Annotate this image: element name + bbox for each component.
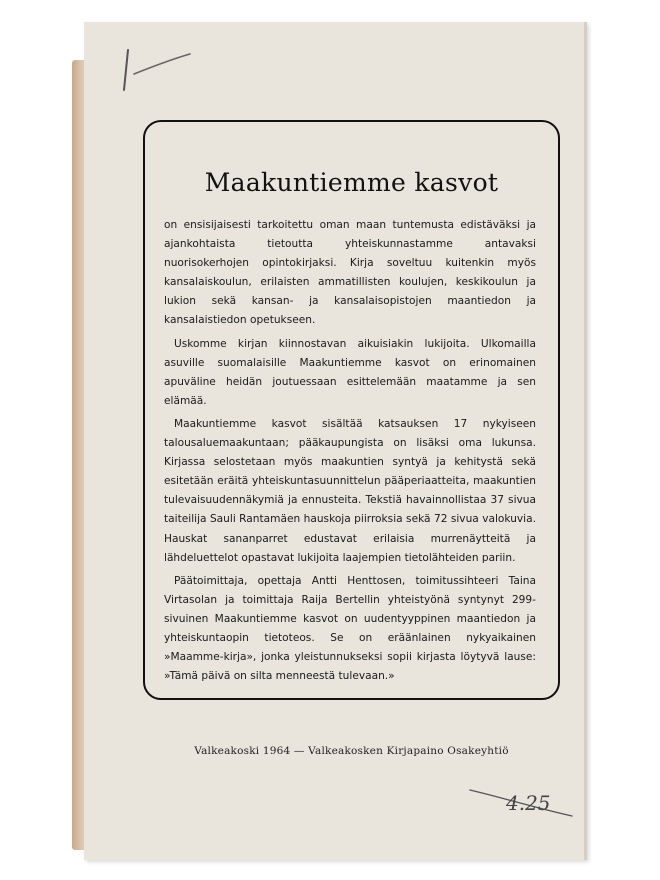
paragraph: Maakuntiemme kasvot sisältää katsauksen 17 nykyiseen talousaluemaakuntaan; pääkaupungista on lisäksi oma lukunsa. Kirjassa selostetaan myös maakuntien syntyä ja kehitystä sekä esitetään eräitä yhteiskuntasuunnittelun pääperiaatteita, maakuntien tulevaisuudennäkymiä ja ennusteita. Tekstiä havainnollistaa 37 sivua taiteilija Sauli Rantamäen hauskoja piirroksia sekä 72 sivua valokuvia. Hauskat sananparret edustavat erilaisia murrenäytteitä ja lähdeluettelot opastavat lukijoita laajempien tietolähteiden pariin.	[164, 417, 536, 564]
handwritten-mark-icon	[114, 38, 194, 98]
paragraph: Uskomme kirjan kiinnostavan aikuisiakin lukijoita. Ulkomailla asuville suomalaisille Maakuntiemme kasvot on erinomainen apuväline heidän joutuessaan esittelemään maatamme ja sen elämää.	[164, 337, 536, 407]
paragraph: on ensisijaisesti tarkoitettu oman maan tuntemusta edistäväksi ja ajankohtaista tietoutta yhteiskunnastamme antavaksi nuorisokerhojen opintokirjaksi. Kirja soveltuu kuitenkin myös kansalaiskoulun, erilaisten ammatillisten koulujen, keskikoulun ja lukion sekä kansan- ja kansalaisopistojen maantiedon ja kansalaistiedon opetukseen.	[164, 219, 536, 327]
price-text: 4.25	[506, 791, 551, 815]
publisher-colophon: Valkeakoski 1964 — Valkeakosken Kirjapaino Osakeyhtiö	[194, 745, 509, 757]
description-text	[164, 216, 536, 686]
book-title: Maakuntiemme kasvot	[204, 168, 499, 197]
paragraph: Päätoimittaja, opettaja Antti Henttosen, toimitussihteeri Taina Virtasolan ja toimittaja Raija Bertellin yhteistyönä syntynyt 299-sivuinen Maakuntiemme kasvot on uudentyyppinen maantiedon ja yhteiskuntaopin tietoteos. Se on eräänlainen nykyaikainen »Maamme-kirja», jonka yleistunnukseksi sopii kirjasta löytyvä lause: »Tämä päivä on silta menneestä tulevaan.»	[164, 574, 536, 683]
handwritten-price-mark	[466, 782, 576, 820]
